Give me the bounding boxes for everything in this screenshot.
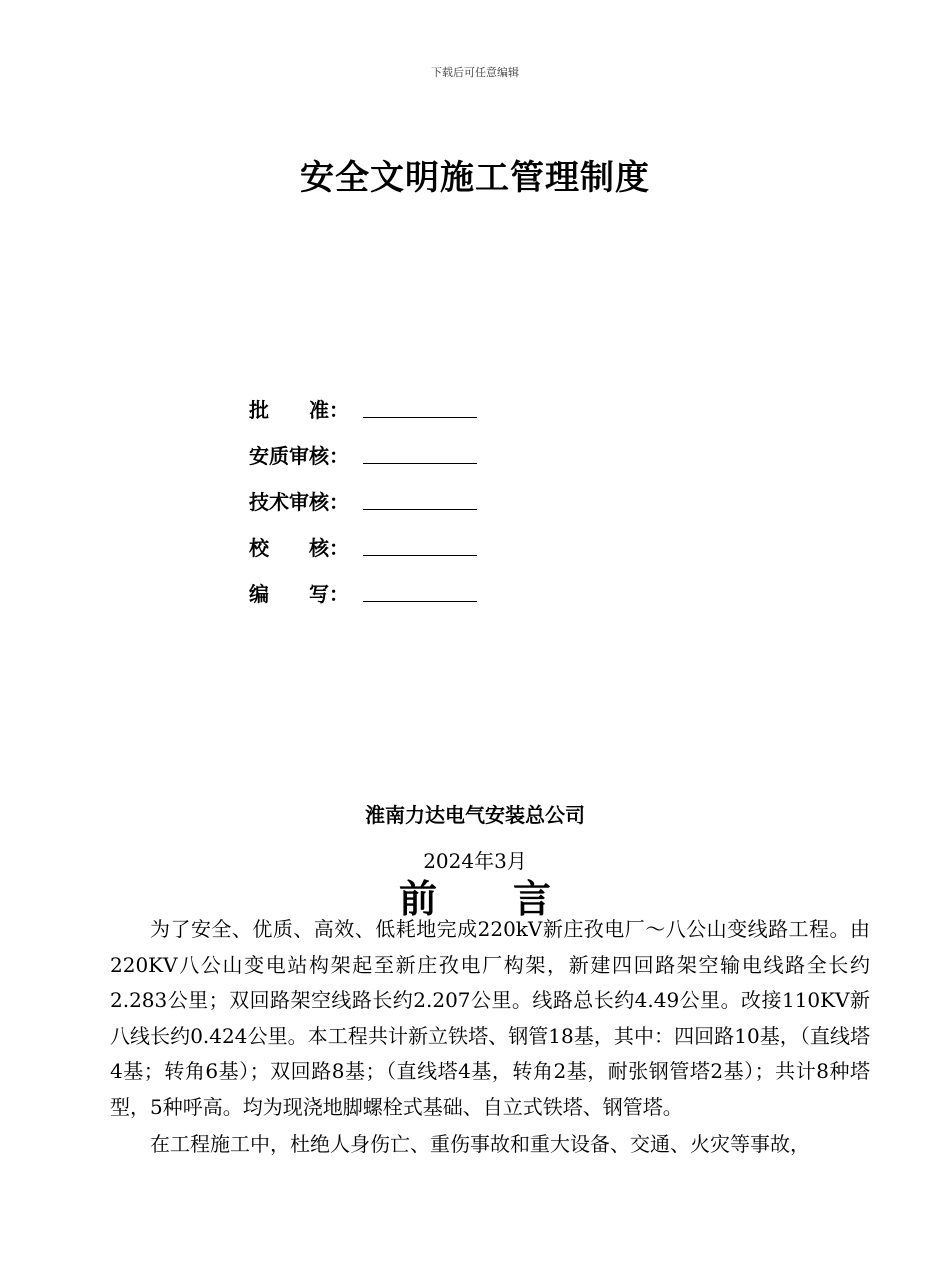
preface-heading: 前 言 xyxy=(398,877,551,921)
document-title: 安全文明施工管理制度 xyxy=(300,158,650,198)
document-date: 2024年3月 xyxy=(423,849,527,873)
signature-line xyxy=(363,445,477,464)
signature-line xyxy=(363,537,477,556)
signature-list xyxy=(249,385,549,615)
signature-row-technical-review xyxy=(249,477,549,523)
signature-label: 技术审核： xyxy=(249,489,349,514)
signature-line xyxy=(363,399,477,418)
company-name: 淮南力达电气安装总公司 xyxy=(365,803,585,827)
signature-label: 安质审核： xyxy=(249,443,349,468)
preface-paragraph: 在工程施工中，杜绝人身伤亡、重伤事故和重大设备、交通、火灾等事故， xyxy=(150,1132,810,1156)
signature-row-proofread xyxy=(249,523,549,569)
signature-line xyxy=(363,583,477,602)
preface-body xyxy=(110,912,870,1163)
preface-paragraph: 为了安全、优质、高效、低耗地完成220kV新庄孜电厂～八公山变线路工程。由220KV八公山变电站构架起至新庄孜电厂构架，新建四回路架空输电线路全长约2.283公里；双回路架空线路长约2.207公里。线路总长约4.49公里。改接110KV新八线长约0.424公里。本工程共计新立铁塔、钢管18基，其中：四回路10基，（直线塔4基；转角6基）；双回路8基；（直线塔4基，转角2基，耐张钢管塔2基）；共计8种塔型，5种呼高。均为现浇地脚螺栓式基础、自立式铁塔、钢管塔。 xyxy=(110,917,870,1119)
signature-row-approve xyxy=(249,385,549,431)
signature-row-author xyxy=(249,569,549,615)
signature-label: 编 写： xyxy=(249,581,349,606)
signature-row-safety-review xyxy=(249,431,549,477)
signature-label: 校 核： xyxy=(249,535,349,560)
header-note: 下载后可任意编辑 xyxy=(431,66,519,79)
signature-line xyxy=(363,491,477,510)
signature-label: 批 准： xyxy=(249,397,349,422)
